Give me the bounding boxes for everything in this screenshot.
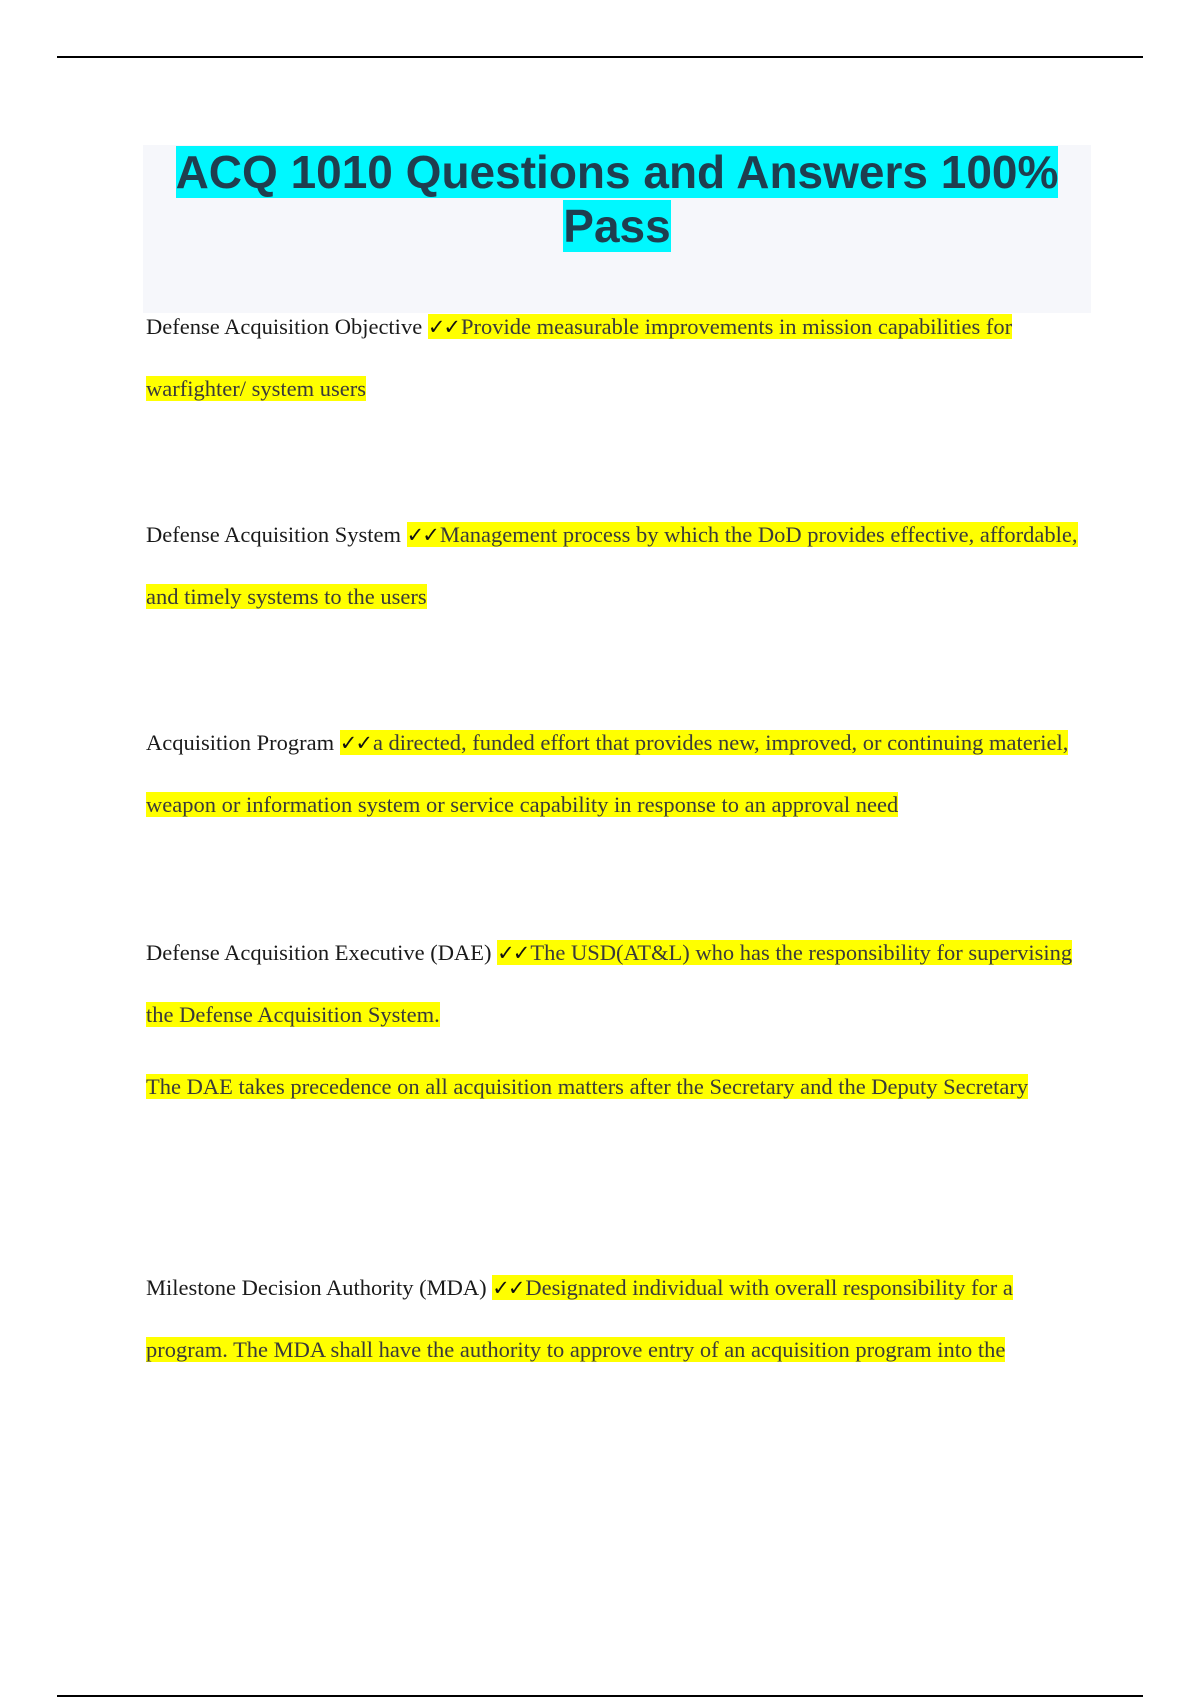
entry-term: Defense Acquisition Executive (DAE)	[146, 940, 492, 965]
entry-answer-text: The USD(AT&L) who has the responsibility for supervising the Defense Acquisition System.	[146, 940, 1073, 1027]
double-check-icon: ✓✓	[339, 731, 371, 755]
entry-term: Defense Acquisition System	[146, 522, 401, 547]
entry-answer-text: Management process by which the DoD provides effective, affordable, and timely systems to the users	[146, 522, 1078, 609]
footer-rule	[57, 1695, 1143, 1697]
qa-entry-5	[146, 1257, 1086, 1380]
qa-entry-3	[146, 712, 1086, 835]
qa-entry-1	[146, 296, 1086, 419]
double-check-icon: ✓✓	[406, 523, 438, 547]
document-title-text: ACQ 1010 Questions and Answers 100% Pass	[175, 146, 1059, 252]
qa-entry-2	[146, 504, 1086, 627]
double-check-icon: ✓✓	[492, 1276, 524, 1300]
entry-answer-text: Provide measurable improvements in mission capabilities for warfighter/ system users	[146, 314, 1013, 401]
double-check-icon: ✓✓	[427, 315, 460, 339]
entry-term: Acquisition Program	[146, 730, 335, 755]
entry-term: Defense Acquisition Objective	[146, 314, 423, 339]
qa-entry-4-note	[146, 1058, 1086, 1115]
header-rule	[57, 56, 1143, 58]
entry-note-text: The DAE takes precedence on all acquisition matters after the Secretary and the Deputy Secretary	[146, 1074, 1029, 1099]
entry-answer-text: Designated individual with overall responsibility for a program. The MDA shall have the authority to approve entry of an acquisition program into the	[146, 1275, 1013, 1362]
document-title	[143, 145, 1091, 253]
entry-term: Milestone Decision Authority (MDA)	[146, 1275, 487, 1300]
entry-answer-text: a directed, funded effort that provides new, improved, or continuing materiel, weapon or information system or service capability in response to an approval need	[146, 730, 1069, 817]
double-check-icon: ✓✓	[497, 941, 529, 965]
qa-entry-4	[146, 922, 1086, 1045]
